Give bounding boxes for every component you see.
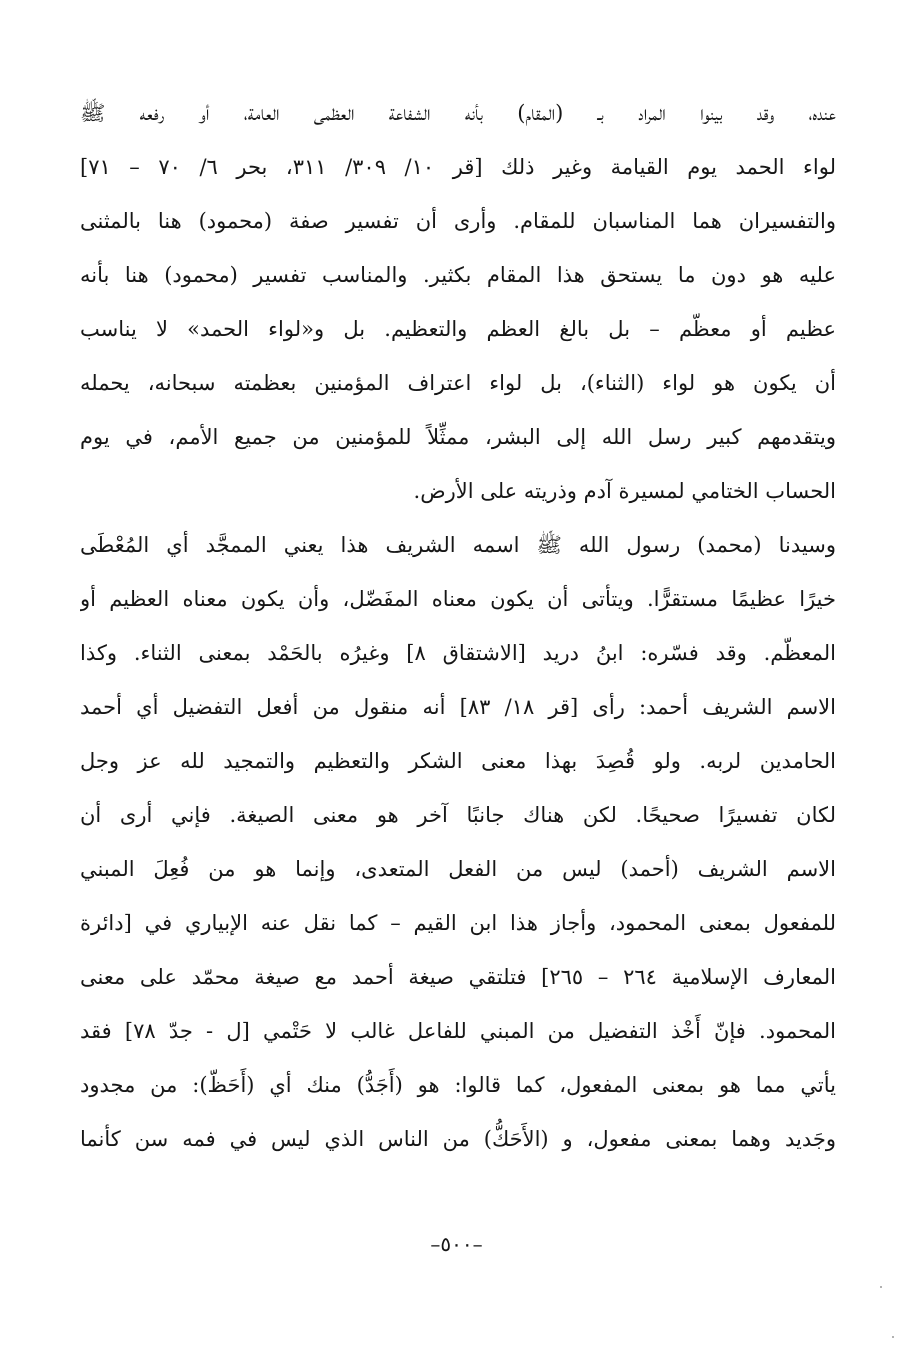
text-line: عنده، وقد بينوا المراد بـ (المقام) بأنه الشفاعة العظمى العامة، أو رفعه ﷺ: [80, 101, 836, 125]
text-line: الاسم الشريف أحمد: رأى [قر ١٨/ ٨٣] أنه منقول من أفعل التفضيل أي أحمد: [80, 695, 836, 719]
text-line: يأتي مما هو بمعنى المفعول، كما قالوا: هو (أَجَدُّ) منك أي (أَحَظّ): من مجدود: [80, 1073, 836, 1097]
text-line: وجَديد وهما بمعنى مفعول، و (الأَحَكُّ) من الناس الذي ليس في فمه سن كأنما: [80, 1127, 836, 1151]
text-line: الحامدين لربه. ولو قُصِدَ بهذا معنى الشكر والتعظيم والتمجيد لله عز وجل: [80, 749, 836, 773]
text-line: ويتقدمهم كبير رسل الله إلى البشر، ممثِّلاً للمؤمنين من جميع الأمم، في يوم: [80, 425, 836, 449]
text-line: للمفعول بمعنى المحمود، وأجاز هذا ابن القيم – كما نقل عنه الإبياري في [دائرة: [80, 911, 836, 935]
text-line: الاسم الشريف (أحمد) ليس من الفعل المتعدى، وإنما هو من فُعِلَ المبني: [80, 857, 836, 881]
text-line: لواء الحمد يوم القيامة وغير ذلك [قر ١٠/ ٣٠٩/ ٣١١، بحر ٦/ ٧٠ – ٧١]: [80, 155, 836, 179]
text-line: والتفسيران هما المناسبان للمقام. وأرى أن تفسير صفة (محمود) هنا بالمثنى: [80, 209, 836, 233]
text-line: المعظّم. وقد فسّره: ابنُ دريد [الاشتقاق ٨] وغيرُه بالحَمْد بمعنى الثناء. وكذا: [80, 641, 836, 665]
scan-speck: [892, 1336, 894, 1338]
text-line: لكان تفسيرًا صحيحًا. لكن هناك جانبًا آخر هو معنى الصيغة. فإني أرى أن: [80, 803, 836, 827]
text-line: عظيم أو معظّم – بل بالغ العظم والتعظيم. بل و«لواء الحمد» لا يناسب: [80, 317, 836, 341]
scan-speck: [880, 1286, 882, 1288]
text-line: وسيدنا (محمد) رسول الله ﷺ اسمه الشريف هذا يعني الممجَّد أي المُعْطَى: [80, 533, 836, 557]
text-line: المحمود. فإنّ أَخْذ التفضيل من المبني للفاعل غالب لا حَتْمي [ل - جدّ ٧٨] فقد: [80, 1019, 836, 1043]
text-line: المعارف الإسلامية ٢٦٤ – ٢٦٥] فتلتقي صيغة أحمد مع صيغة محمّد على معنى: [80, 965, 836, 989]
text-line: خيرًا عظيمًا مستقرًّا. ويتأتى أن يكون معناه المفَضّل، وأن يكون معناه العظيم أو: [80, 587, 836, 611]
body-text: [80, 86, 836, 1166]
text-line: أن يكون هو لواء (الثناء)، بل لواء اعتراف المؤمنين بعظمته سبحانه، يحمله: [80, 371, 836, 395]
text-line: عليه هو دون ما يستحق هذا المقام بكثير. والمناسب تفسير (محمود) هنا بأنه: [80, 263, 836, 287]
text-line: الحساب الختامي لمسيرة آدم وذريته على الأرض.: [413, 479, 836, 503]
page-number: –٥٠٠–: [430, 1232, 483, 1256]
